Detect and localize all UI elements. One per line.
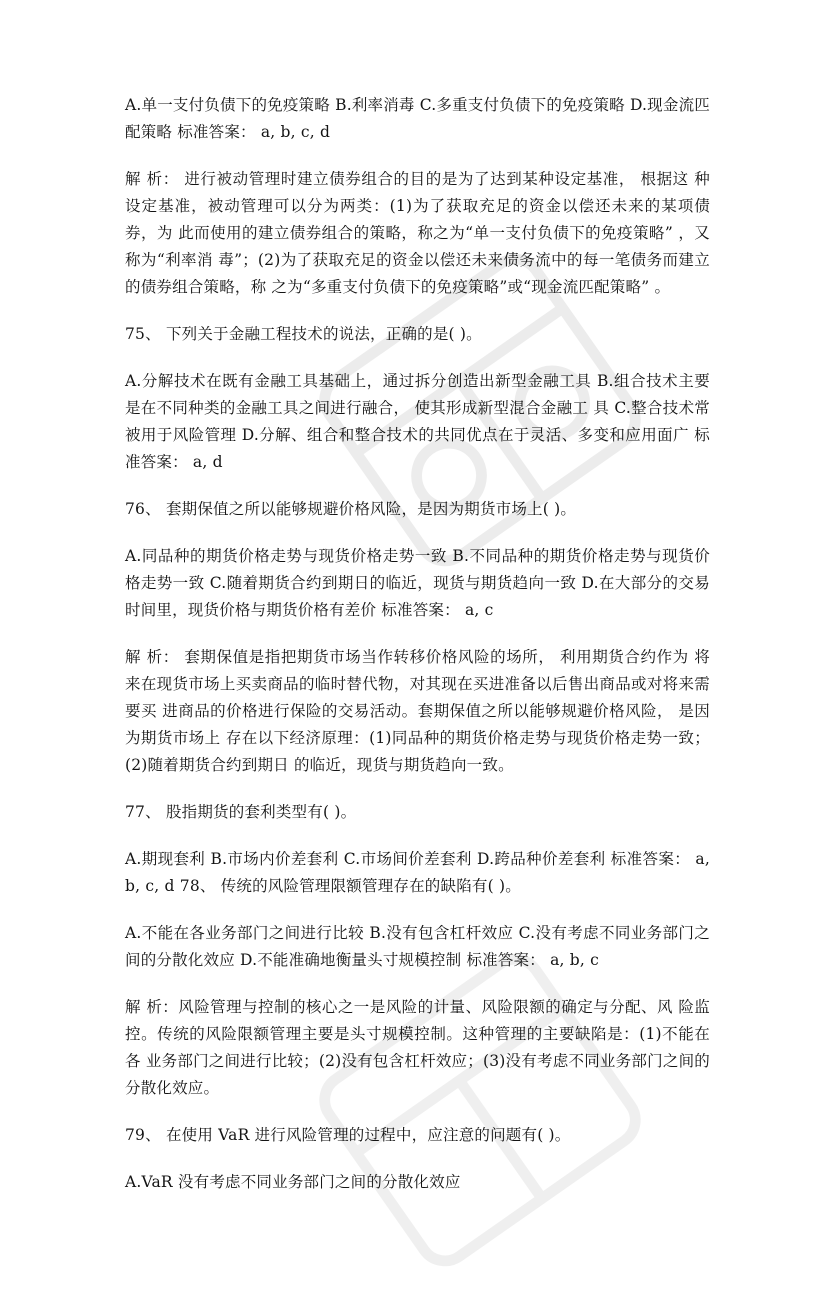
options-paragraph: A.单一支付负债下的免疫策略 B.利率消毒 C.多重支付负债下的免疫策略 D.现金流匹配策略 标准答案： a, b, c, d: [125, 96, 710, 141]
explanation-paragraph: 解 析： 套期保值是指把期货市场当作转移价格风险的场所， 利用期货合约作为 将来在现货市场上买卖商品的临时替代物，对其现在买进准备以后售出商品或对将来需要买 进商品的价格进行保险的交易活动。套期保值之所以能够规避价格风险， 是因为期货市场上 存在以下经济原理：(1)同品种的期货价格走势与现货价格走势一致；(2)随着期货合约到期日 的临近，现货与期货趋向一致。: [125, 648, 710, 774]
options-paragraph: A.同品种的期货价格走势与现货价格走势一致 B.不同品种的期货价格走势与现货价格走势一致 C.随着期货合约到期日的临近，现货与期货趋向一致 D.在大部分的交易时间里，现货价格与期货价格有差价 标准答案： a, c: [125, 547, 710, 619]
question-79: 79、 在使用 VaR 进行风险管理的过程中，应注意的问题有( )。: [125, 1126, 571, 1144]
options-paragraph: A.期现套利 B.市场内价差套利 C.市场间价差套利 D.跨品种价差套利 标准答案： a, b, c, d 78、 传统的风险管理限额管理存在的缺陷有( )。: [125, 850, 710, 895]
question-75: 75、 下列关于金融工程技术的说法，正确的是( )。: [125, 325, 482, 343]
explanation-paragraph: 解 析： 进行被动管理时建立债券组合的目的是为了达到某种设定基准， 根据这 种设定基准，被动管理可以分为两类：(1)为了获取充足的资金以偿还未来的某项债券，为 此而使用的建立债券组合的策略，称之为“单一支付负债下的免疫策略” ，又称为“利率消 毒”；(2)为了获取充足的资金以偿还未来债务流中的每一笔债务而建立的债券组合策略，称 之为“多重支付负债下的免疫策略”或“现金流匹配策略” 。: [125, 170, 710, 296]
options-paragraph: A.分解技术在既有金融工具基础上，通过拆分创造出新型金融工具 B.组合技术主要是在不同种类的金融工具之间进行融合， 使其形成新型混合金融工 具 C.整合技术常被用于风险管理 D.分解、组合和整合技术的共同优点在于灵活、多变和应用面广 标准答案： a, d: [125, 372, 710, 471]
explanation-paragraph: 解 析：风险管理与控制的核心之一是风险的计量、风险限额的确定与分配、风 险监控。传统的风险限额管理主要是头寸规模控制。这种管理的主要缺陷是：(1)不能在各 业务部门之间进行比较；(2)没有包含杠杆效应；(3)没有考虑不同业务部门之间的分散化效应。: [125, 998, 710, 1097]
question-76: 76、 套期保值之所以能够规避价格风险，是因为期货市场上( )。: [125, 500, 577, 518]
question-77: 77、 股指期货的套利类型有( )。: [125, 803, 357, 821]
document-body: [125, 92, 710, 1216]
options-paragraph: A.VaR 没有考虑不同业务部门之间的分散化效应: [125, 1173, 461, 1191]
options-paragraph: A.不能在各业务部门之间进行比较 B.没有包含杠杆效应 C.没有考虑不同业务部门之间的分散化效应 D.不能准确地衡量头寸规模控制 标准答案： a, b, c: [125, 924, 710, 969]
